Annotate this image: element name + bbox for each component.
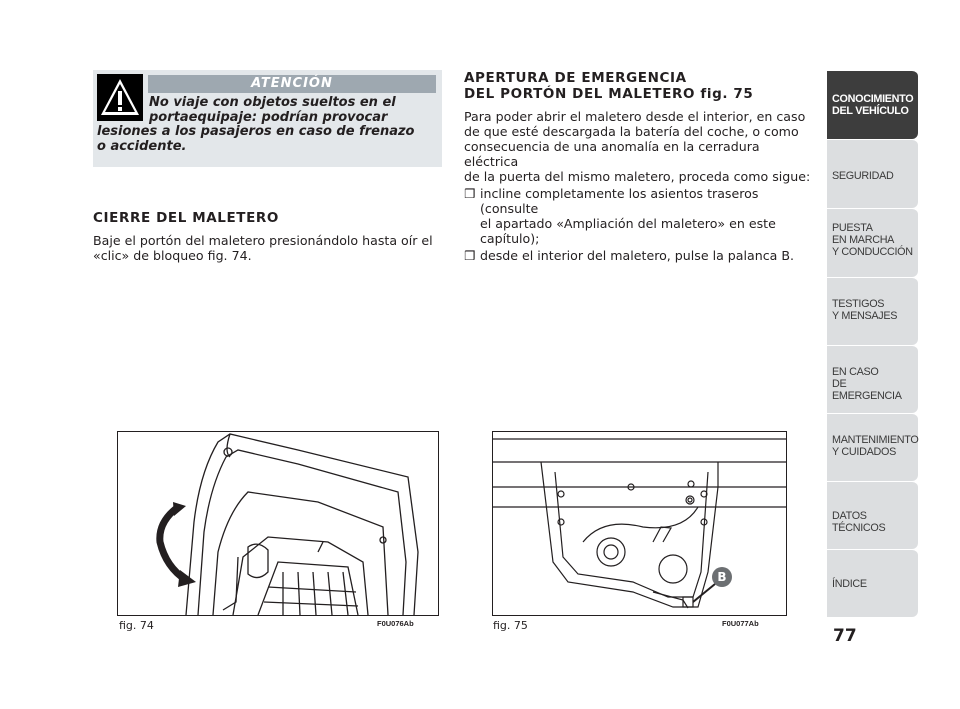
tab-conocimiento[interactable]	[827, 70, 918, 139]
left-line-2: «clic» de bloqueo fig. 74.	[93, 248, 252, 263]
bullet-1-line-1: incline completamente los asientos traseros (consulte	[480, 186, 759, 216]
tab-label-line: DE EMERGENCIA	[832, 378, 902, 402]
fig-74-code: F0U076Ab	[377, 619, 414, 628]
figure-75	[492, 431, 787, 616]
right-p-line-4: de la puerta del mismo maletero, proceda como sigue:	[464, 169, 811, 184]
right-paragraph	[464, 109, 816, 263]
bullet-2-line-1: desde el interior del maletero, pulse la palanca B.	[480, 248, 795, 263]
tab-label-line: Y CUIDADOS	[832, 446, 896, 458]
fig-74-caption: fig. 74	[119, 619, 154, 632]
tab-testigos[interactable]	[827, 277, 918, 345]
tab-label-line: MANTENIMIENTO	[832, 434, 919, 446]
right-p-line-2: de que esté descargada la batería del coche, o como	[464, 124, 799, 139]
callout-b-badge: B	[712, 567, 732, 587]
tab-label-line: DEL VEHÍCULO	[832, 105, 909, 117]
tab-label-line: ÍNDICE	[832, 578, 867, 590]
trunk-lid-illustration	[118, 432, 438, 615]
tab-label-line: TESTIGOS	[832, 298, 885, 310]
warning-line-2: portaequipaje: podrían provocar	[149, 109, 388, 125]
tab-puesta-en-marcha[interactable]	[827, 208, 918, 277]
fig-75-caption: fig. 75	[493, 619, 528, 632]
tab-label-line: Y MENSAJES	[832, 310, 898, 322]
tab-label-line: Y CONDUCCIÓN	[832, 246, 913, 258]
right-p-line-3: consecuencia de una anomalía en la cerradura eléctrica	[464, 139, 760, 169]
tab-seguridad[interactable]	[827, 139, 918, 208]
left-line-1: Baje el portón del maletero presionándolo hasta oír el	[93, 233, 433, 248]
trunk-latch-illustration	[493, 432, 786, 615]
tab-indice[interactable]	[827, 549, 918, 617]
tab-label-line: SEGURIDAD	[832, 170, 894, 182]
warning-text	[97, 96, 437, 154]
bullet-1-line-2: el apartado «Ampliación del maletero» en este	[480, 216, 776, 231]
left-paragraph	[93, 233, 443, 263]
page-number: 77	[833, 626, 857, 646]
tab-label-line: PUESTA	[832, 222, 873, 234]
tab-mantenimiento[interactable]	[827, 413, 918, 481]
tab-label-line: EN MARCHA	[832, 234, 895, 246]
tab-label-line: EN CASO	[832, 366, 879, 378]
right-heading-1: APERTURA DE EMERGENCIA	[464, 70, 687, 86]
warning-line-4: o accidente.	[97, 138, 187, 154]
bullet-1-line-3: capítulo);	[480, 231, 540, 246]
right-heading-2: DEL PORTÓN DEL MALETERO fig. 75	[464, 86, 754, 102]
tab-datos-tecnicos[interactable]	[827, 481, 918, 549]
bullet-item-2	[464, 248, 816, 263]
fig-75-code: F0U077Ab	[722, 619, 759, 628]
tab-en-caso-de-emergencia[interactable]	[827, 345, 918, 413]
tab-label-line: CONOCIMIENTO	[832, 93, 914, 105]
warning-title: ATENCIÓN	[251, 76, 333, 91]
figure-74	[117, 431, 439, 616]
warning-line-3: lesiones a los pasajeros en caso de frenazo	[97, 124, 415, 139]
left-heading: CIERRE DEL MALETERO	[93, 210, 280, 226]
right-p-line-1: Para poder abrir el maletero desde el interior, en caso	[464, 109, 806, 124]
bullet-item-1	[464, 186, 816, 246]
warning-line-1: No viaje con objetos sueltos en el	[149, 95, 396, 110]
bullet-icon: ❒	[464, 186, 476, 201]
bullet-icon: ❒	[464, 248, 476, 263]
tab-label-line: DATOS TÉCNICOS	[832, 510, 886, 534]
